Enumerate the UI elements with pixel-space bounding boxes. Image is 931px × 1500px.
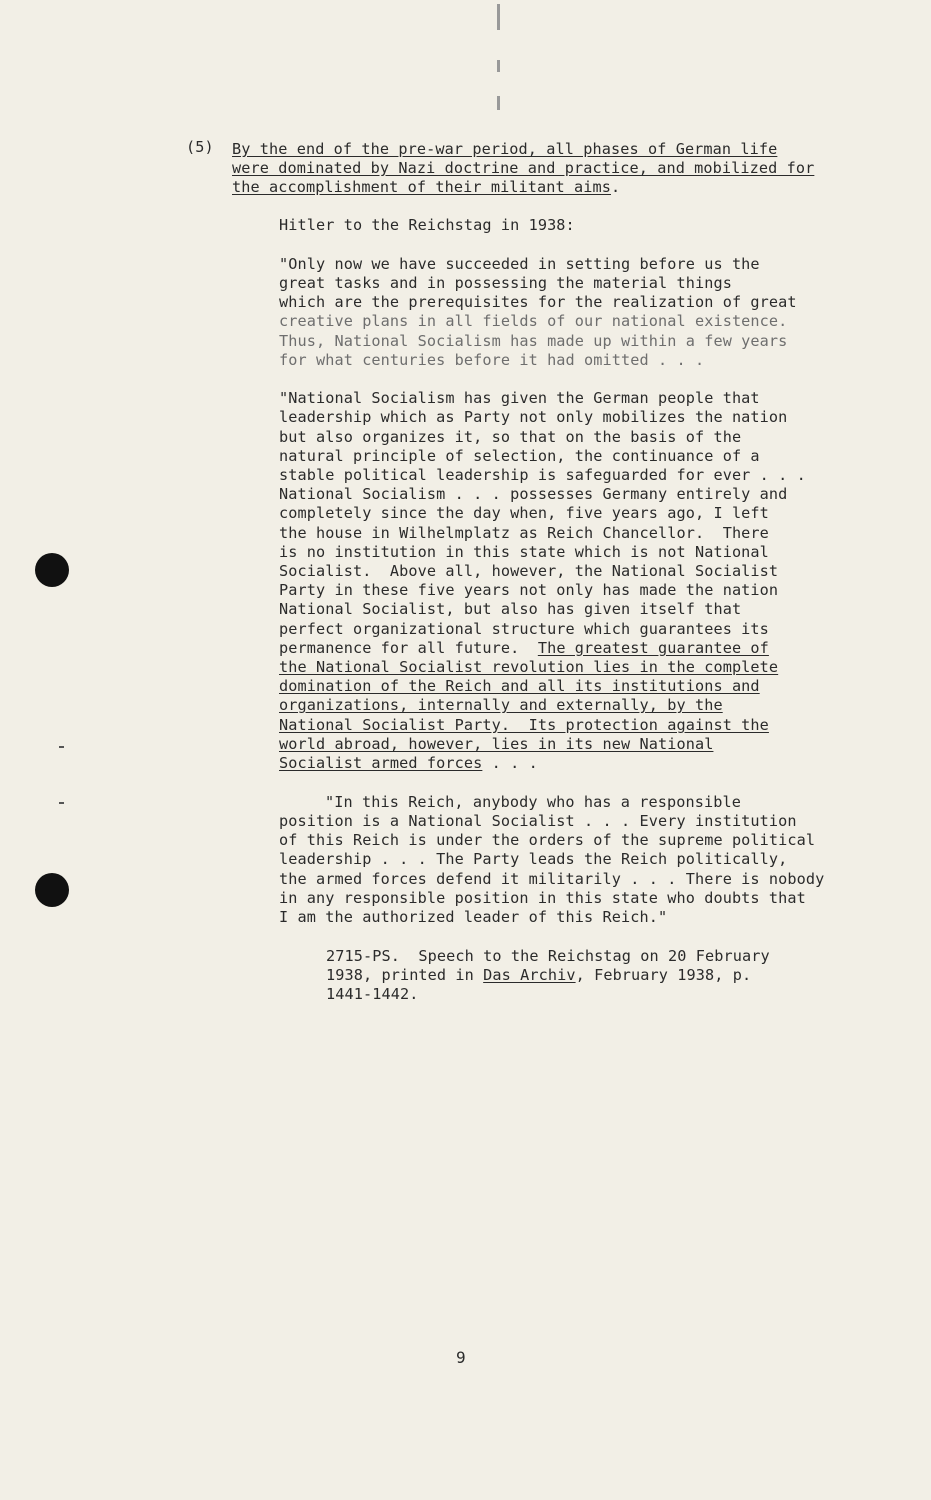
quote-text: permanence for all future. <box>279 639 538 657</box>
quote-text: . . . <box>482 754 538 772</box>
quote-line-underlined: the National Socialist revolution lies in the complete <box>279 658 779 676</box>
quote-line: but also organizes it, so that on the basis of the <box>279 428 742 446</box>
quote-line: the armed forces defend it militarily . . . There is nobody <box>279 870 825 888</box>
section-heading-text: the accomplishment of their militant aims <box>232 178 611 196</box>
quote-line: of this Reich is under the orders of the supreme political <box>279 831 816 849</box>
quote-line: National Socialist, but also has given itself that <box>279 600 742 618</box>
quote-line-underlined: organizations, internally and externally, by the <box>279 696 723 714</box>
quote-line: "National Socialism has given the German people that <box>279 389 760 407</box>
quote-line: leadership which as Party not only mobilizes the nation <box>279 408 788 426</box>
quote-line: is no institution in this state which is not National <box>279 543 769 561</box>
citation-line: 1441-1442. <box>326 985 419 1003</box>
quote-line: Party in these five years not only has made the nation <box>279 581 779 599</box>
quote-line: Thus, National Socialism has made up within a few years <box>279 332 788 350</box>
scan-mark <box>497 60 500 72</box>
quote-line: I am the authorized leader of this Reich." <box>279 908 668 926</box>
page-number: 9 <box>456 1348 466 1367</box>
quote-line: natural principle of selection, the continuance of a <box>279 447 760 465</box>
quote-line: position is a National Socialist . . . Every institution <box>279 812 797 830</box>
citation-text: 1938, printed in <box>326 966 484 984</box>
section-heading-line: were dominated by Nazi doctrine and practice, and mobilized for <box>232 159 815 177</box>
quote-line-underlined: domination of the Reich and all its institutions and <box>279 677 760 695</box>
quote-line: for what centuries before it had omitted . . . <box>279 351 705 369</box>
citation-line: 2715-PS. Speech to the Reichstag on 20 February <box>326 947 770 965</box>
quote-line: the house in Wilhelmplatz as Reich Chancellor. There <box>279 524 769 542</box>
scan-mark <box>497 96 500 110</box>
citation-text: , February 1938, p. <box>575 966 752 984</box>
scan-mark <box>59 802 64 804</box>
quote-line: great tasks and in possessing the material things <box>279 274 732 292</box>
quote-line: in any responsible position in this state who doubts that <box>279 889 806 907</box>
quote-line: "In this Reich, anybody who has a responsible <box>325 793 741 811</box>
quote-line-underlined: National Socialist Party. Its protection against the <box>279 716 769 734</box>
quote-line: perfect organizational structure which guarantees its <box>279 620 769 638</box>
scan-mark <box>59 746 64 748</box>
quote-line: "Only now we have succeeded in setting before us the <box>279 255 760 273</box>
quote-line-underlined: world abroad, however, lies in its new National <box>279 735 714 753</box>
quote-line: creative plans in all fields of our national existence. <box>279 312 788 330</box>
quote-intro: Hitler to the Reichstag in 1938: <box>279 216 575 234</box>
section-heading-line <box>232 178 620 197</box>
quote-line: completely since the day when, five years ago, I left <box>279 504 769 522</box>
section-number: (5) <box>186 138 214 156</box>
quote-line: stable political leadership is safeguarded for ever . . . <box>279 466 806 484</box>
punch-hole <box>35 553 69 587</box>
quote-line <box>279 639 769 658</box>
punch-hole <box>35 873 69 907</box>
underlined-text: The greatest guarantee of <box>537 639 769 657</box>
underlined-text: Socialist armed forces <box>279 754 483 772</box>
citation-line <box>326 966 751 985</box>
citation-source-title: Das Archiv <box>483 966 576 984</box>
quote-line: Socialist. Above all, however, the National Socialist <box>279 562 779 580</box>
section-heading-line: By the end of the pre-war period, all phases of German life <box>232 140 778 158</box>
quote-line <box>279 754 538 773</box>
quote-line: which are the prerequisites for the realization of great <box>279 293 797 311</box>
quote-line: National Socialism . . . possesses Germany entirely and <box>279 485 788 503</box>
quote-line: leadership . . . The Party leads the Reich politically, <box>279 850 788 868</box>
scan-mark <box>497 4 500 30</box>
section-heading-period: . <box>611 178 621 196</box>
